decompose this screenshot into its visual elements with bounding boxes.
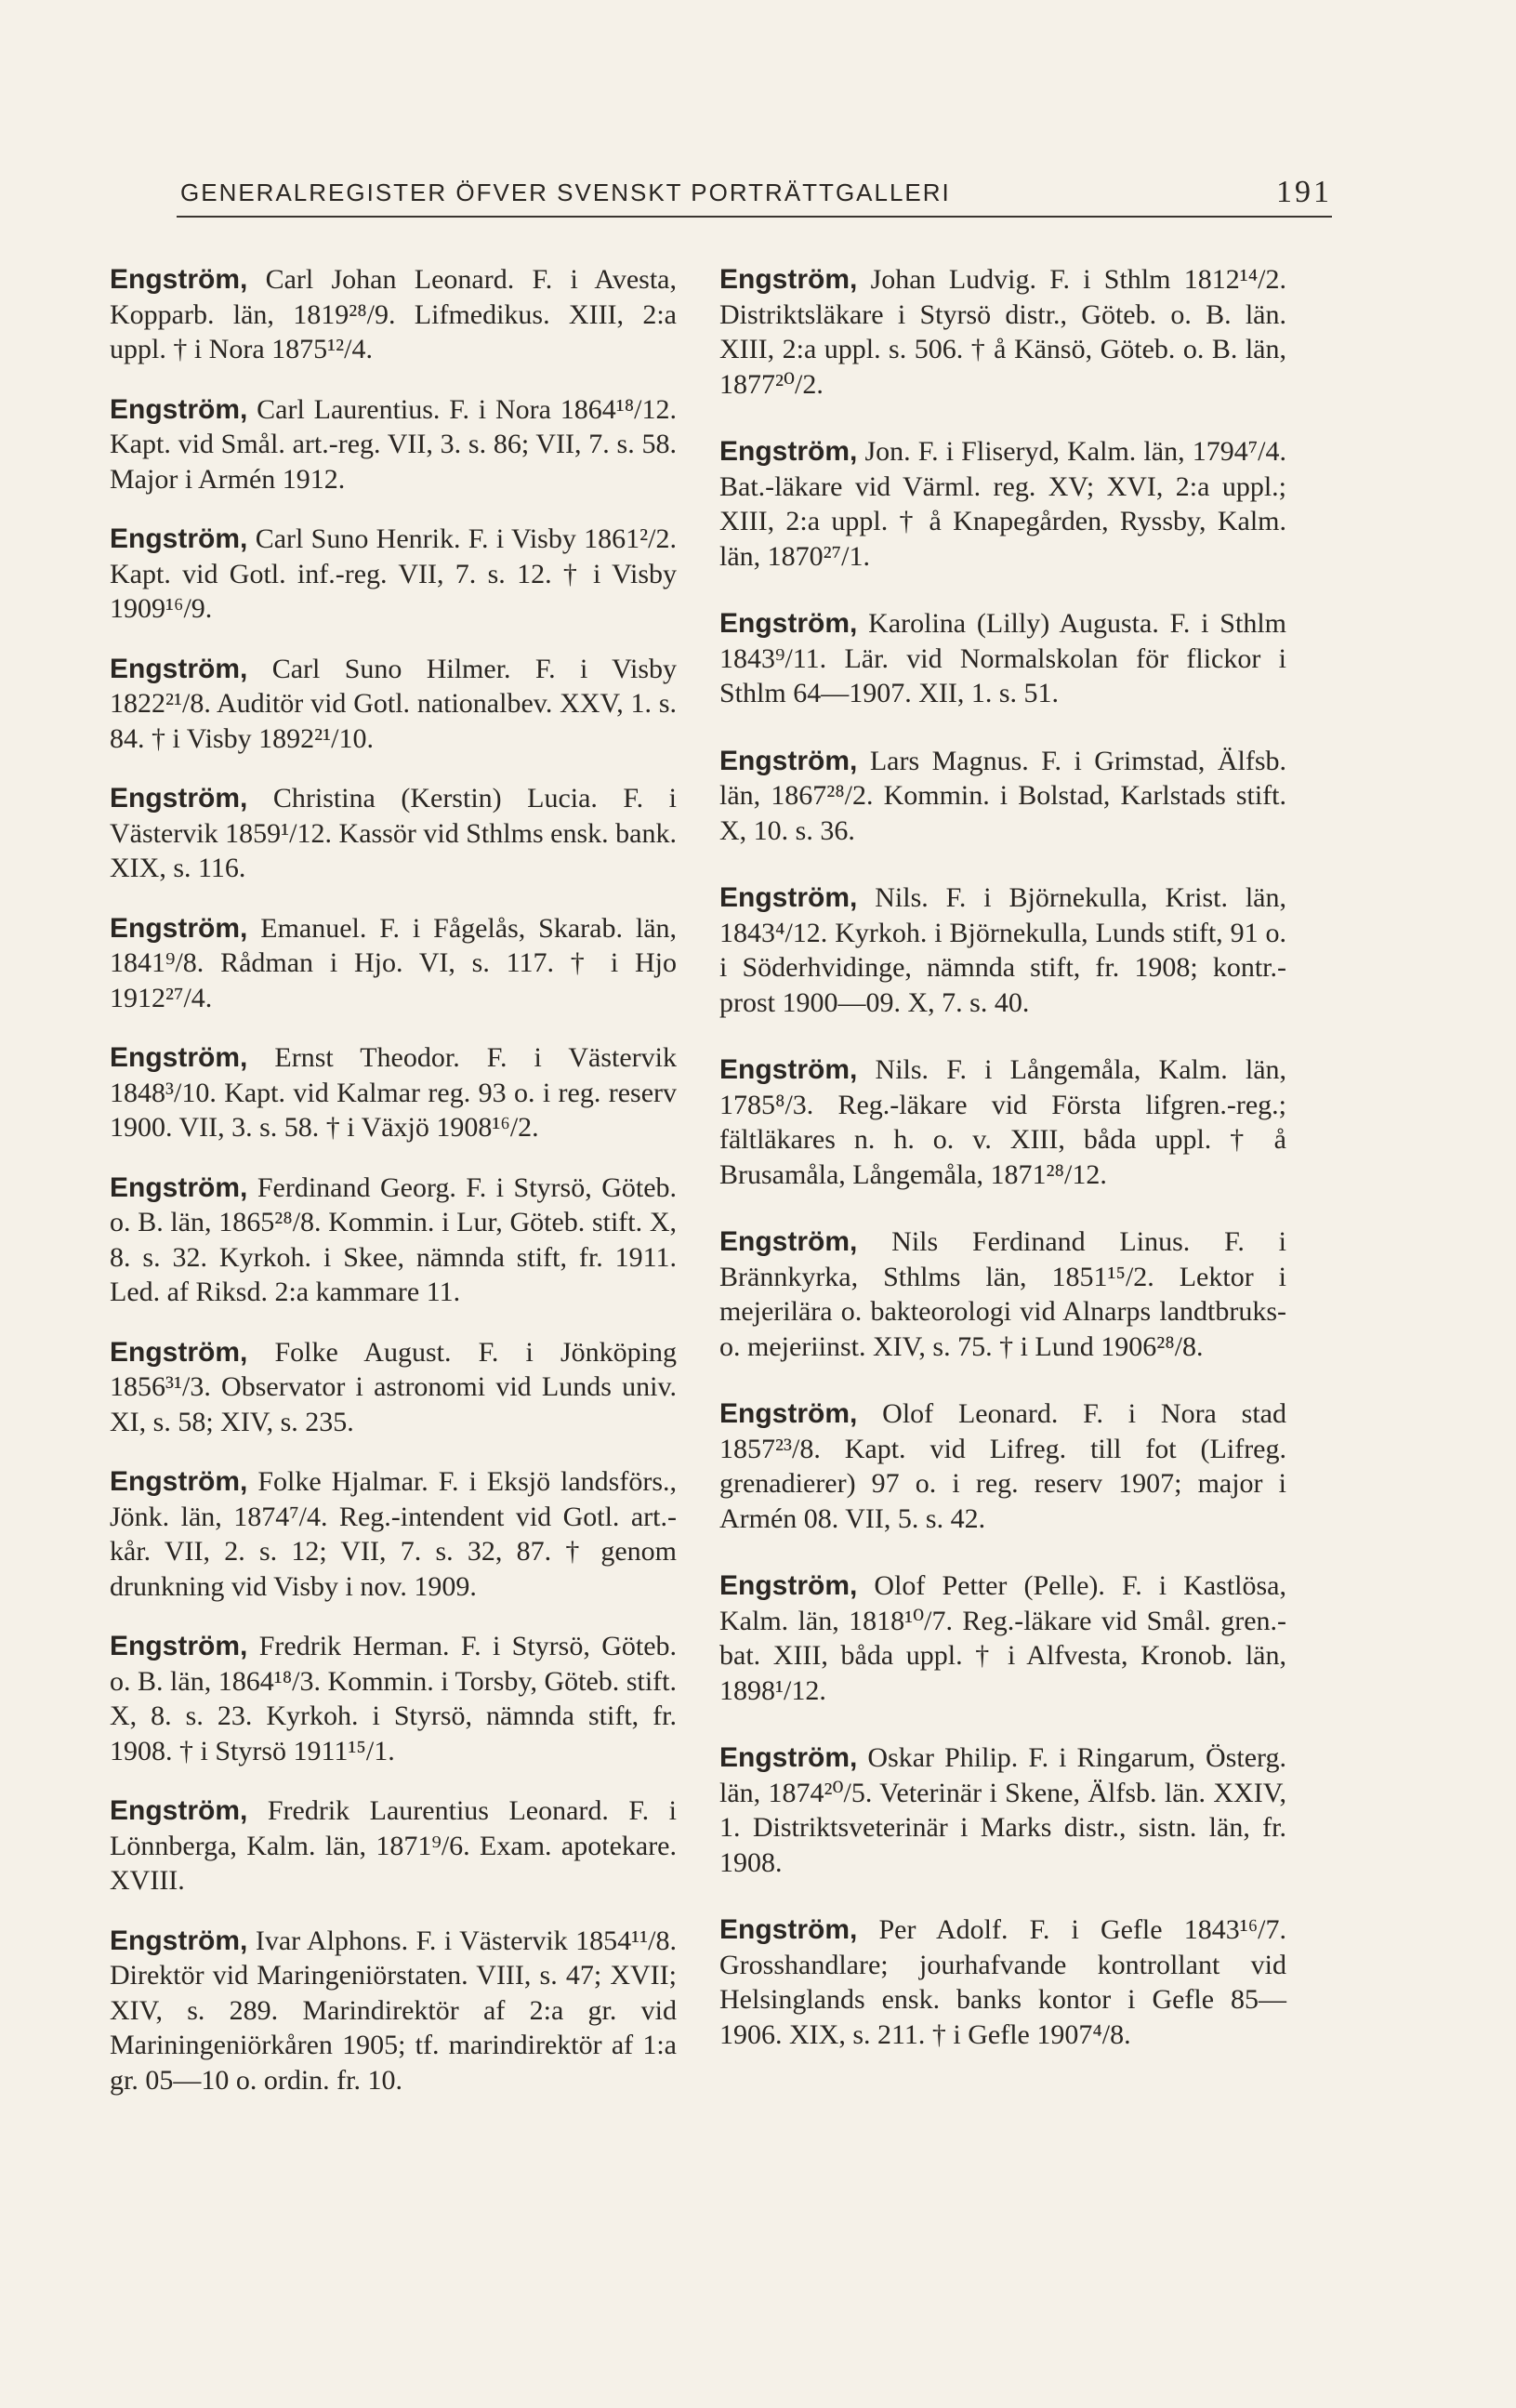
register-entry [110,1171,677,1310]
entry-text: Johan Ludvig. F. i Sthlm 1812¹⁴/2. Distriktsläkare i Styrsö distr., Göteb. o. B. län. XIII, 2:a uppl. s. 506. † å Känsö, Göteb. o. B. län, 1877²⁰/2. [719,264,1286,400]
entry-text: Folke Hjalmar. F. i Eksjö landsförs., Jönk. län, 1874⁷/4. Reg.-intendent vid Gotl. art.-kår. VII, 2. s. 12; VII, 7. s. 32, 87. † genom drunkning vid Visby i nov. 1909. [110,1466,678,1602]
entry-surname: Engström, [110,264,248,295]
entry-text: Per Adolf. F. i Gefle 1843¹⁶/7. Grosshandlare; jourhafvande kontrollant vid Helsinglands ensk. banks kontor i Gefle 85—1906. XIX, s. 211. † i Gefle 1907⁴/8. [719,1914,1287,2050]
entry-text: Ernst Theodor. F. i Västervik 1848³/10. Kapt. vid Kalmar reg. 93 o. i reg. reserv 1900. VII, 3. s. 58. † i Växjö 1908¹⁶/2. [110,1042,678,1143]
register-entry [719,744,1286,849]
entry-surname: Engström, [110,523,248,554]
left-column [110,262,677,2123]
header-title: GENERALREGISTER ÖFVER SVENSKT PORTRÄTTGALLERI [180,179,951,206]
register-entry [719,1224,1286,1364]
register-entry [110,522,677,627]
entry-surname: Engström, [719,1398,858,1429]
register-entry [110,1335,677,1440]
entry-surname: Engström, [719,1054,858,1085]
register-entry [110,781,677,886]
entry-text: Emanuel. F. i Fågelås, Skarab. län, 1841⁹/8. Rådman i Hjo. VI, s. 117. † i Hjo 1912²⁷/4. [110,912,678,1013]
entry-surname: Engström, [110,1925,248,1956]
entry-text: Carl Laurentius. F. i Nora 1864¹⁸/12. Kapt. vid Smål. art.-reg. VII, 3. s. 86; VII, 7. s. 58. Major i Armén 1912. [110,393,677,495]
register-entry [719,434,1286,574]
entry-surname: Engström, [719,1742,858,1773]
register-entry [110,911,677,1016]
register-entry [719,1912,1286,2052]
entry-text: Carl Suno Hilmer. F. i Visby 1822²¹/8. Auditör vid Gotl. nationalbev. XXV, 1. s. 84. † i Visby 1892²¹/10. [110,653,677,754]
entry-text: Ferdinand Georg. F. i Styrsö, Göteb. o. B. län, 1865²⁸/8. Kommin. i Lur, Göteb. stift. X, 8. s. 32. Kyrkoh. i Skee, nämnda stift, fr. 1911. Led. af Riksd. 2:a kammare 11. [110,1171,678,1307]
register-entry [719,606,1286,711]
entry-surname: Engström, [110,1795,248,1826]
entry-surname: Engström, [719,608,858,639]
register-entry [719,1396,1286,1536]
register-entry [110,1629,677,1768]
entry-surname: Engström, [110,1336,248,1368]
entry-surname: Engström, [110,912,248,944]
entry-surname: Engström, [719,264,858,295]
entry-text: Jon. F. i Fliseryd, Kalm. län, 1794⁷/4. Bat.-läkare vid Värml. reg. XV; XVI, 2:a uppl.; XIII, 2:a uppl. † å Knapegården, Ryssby, Kalm. län, 1870²⁷/1. [719,436,1286,572]
register-entry [719,1568,1286,1708]
entry-text: Folke August. F. i Jönköping 1856³¹/3. Observator i astronomi vid Lunds univ. XI, s. 58; XIV, s. 235. [110,1336,678,1437]
entry-text: Ivar Alphons. F. i Västervik 1854¹¹/8. Direktör vid Maringeniörstaten. VIII, s. 47; XVII; XIV, s. 289. Marindirektör af 2:a gr. vid Mariningeniörkåren 1905; tf. marindirektör af 1:a gr. 05—10 o. ordin. fr. 10. [110,1925,677,2096]
entry-surname: Engström, [110,653,248,684]
entry-surname: Engström, [110,393,248,425]
entry-surname: Engström, [110,783,248,814]
entry-text: Oskar Philip. F. i Ringarum, Österg. län, 1874²⁰/5. Veterinär i Skene, Älfsb. län. XXIV, 1. Distriktsveterinär i Marks distr., sistn. län, fr. 1908. [719,1742,1286,1878]
entry-text: Carl Johan Leonard. F. i Avesta, Kopparb. län, 1819²⁸/9. Lifmedikus. XIII, 2:a uppl. † i Nora 1875¹²/4. [110,264,677,364]
entry-surname: Engström, [719,745,858,776]
right-column [719,262,1286,2084]
entry-surname: Engström, [719,1570,858,1601]
entry-text: Fredrik Laurentius Leonard. F. i Lönnberga, Kalm. län, 1871⁹/6. Exam. apotekare. XVIII. [110,1795,678,1896]
register-entry [110,262,677,367]
entry-surname: Engström, [719,882,858,913]
register-entry [110,392,677,497]
entry-text: Lars Magnus. F. i Grimstad, Älfsb. län, 1867²⁸/2. Kommin. i Bolstad, Karlstads stift. X, 10. s. 36. [719,745,1287,846]
entry-surname: Engström, [719,1914,858,1945]
entry-surname: Engström, [110,1466,248,1497]
entry-text: Fredrik Herman. F. i Styrsö, Göteb. o. B. län, 1864¹⁸/3. Kommin. i Torsby, Göteb. stift. X, 8. s. 23. Kyrkoh. i Styrsö, nämnda stift, fr. 1908. † i Styrsö 1911¹⁵/1. [110,1631,678,1766]
entry-text: Nils. F. i Långemåla, Kalm. län, 1785⁸/3. Reg.-läkare vid Första lifgren.-reg.; fältläkares n. h. o. v. XIII, båda uppl. † å Brusamåla, Långemåla, 1871²⁸/12. [719,1054,1287,1190]
entry-text: Carl Suno Henrik. F. i Visby 1861²/2. Kapt. vid Gotl. inf.-reg. VII, 7. s. 12. † i Visby 1909¹⁶/9. [110,523,678,624]
entry-surname: Engström, [110,1631,248,1661]
entry-surname: Engström, [110,1171,248,1203]
running-header [177,175,1332,218]
entry-text: Karolina (Lilly) Augusta. F. i Sthlm 1843⁹/11. Lär. vid Normalskolan för flickor i Sthlm 64—1907. XII, 1. s. 51. [719,608,1286,708]
entry-surname: Engström, [110,1042,248,1073]
entry-text: Nils. F. i Björnekulla, Krist. län, 1843⁴/12. Kyrkoh. i Björnekulla, Lunds stift, 91 o. i Söderhvidinge, nämnda stift, fr. 1908; kontr.-prost 1900—09. X, 7. s. 40. [719,882,1286,1018]
register-entry [110,652,677,757]
register-entry [719,1052,1286,1192]
entry-text: Nils Ferdinand Linus. F. i Brännkyrka, Sthlms län, 1851¹⁵/2. Lektor i mejerilära o. bakteorologi vid Alnarps landtbruks- o. mejeriinst. XIV, s. 75. † i Lund 1906²⁸/8. [719,1226,1286,1362]
register-entry [719,1740,1286,1880]
entry-text: Olof Leonard. F. i Nora stad 1857²³/8. Kapt. vid Lifreg. till fot (Lifreg. grenadierer) 97 o. i reg. reserv 1907; major i Armén 08. VII, 5. s. 42. [719,1398,1286,1534]
entry-surname: Engström, [719,436,858,467]
entry-surname: Engström, [719,1226,858,1257]
register-entry [719,262,1286,402]
register-entry [110,1793,677,1899]
register-entry [110,1464,677,1604]
register-entry [719,880,1286,1020]
entry-text: Olof Petter (Pelle). F. i Kastlösa, Kalm. län, 1818¹⁰/7. Reg.-läkare vid Smål. gren.-bat. XIII, båda uppl. † i Alfvesta, Kronob. län, 1898¹/12. [719,1570,1286,1706]
page-number: 191 [1276,175,1332,209]
entry-text: Christina (Kerstin) Lucia. F. i Västervik 1859¹/12. Kassör vid Sthlms ensk. bank. XIX, s. 116. [110,783,678,883]
register-entry [110,1924,677,2098]
register-entry [110,1040,677,1145]
